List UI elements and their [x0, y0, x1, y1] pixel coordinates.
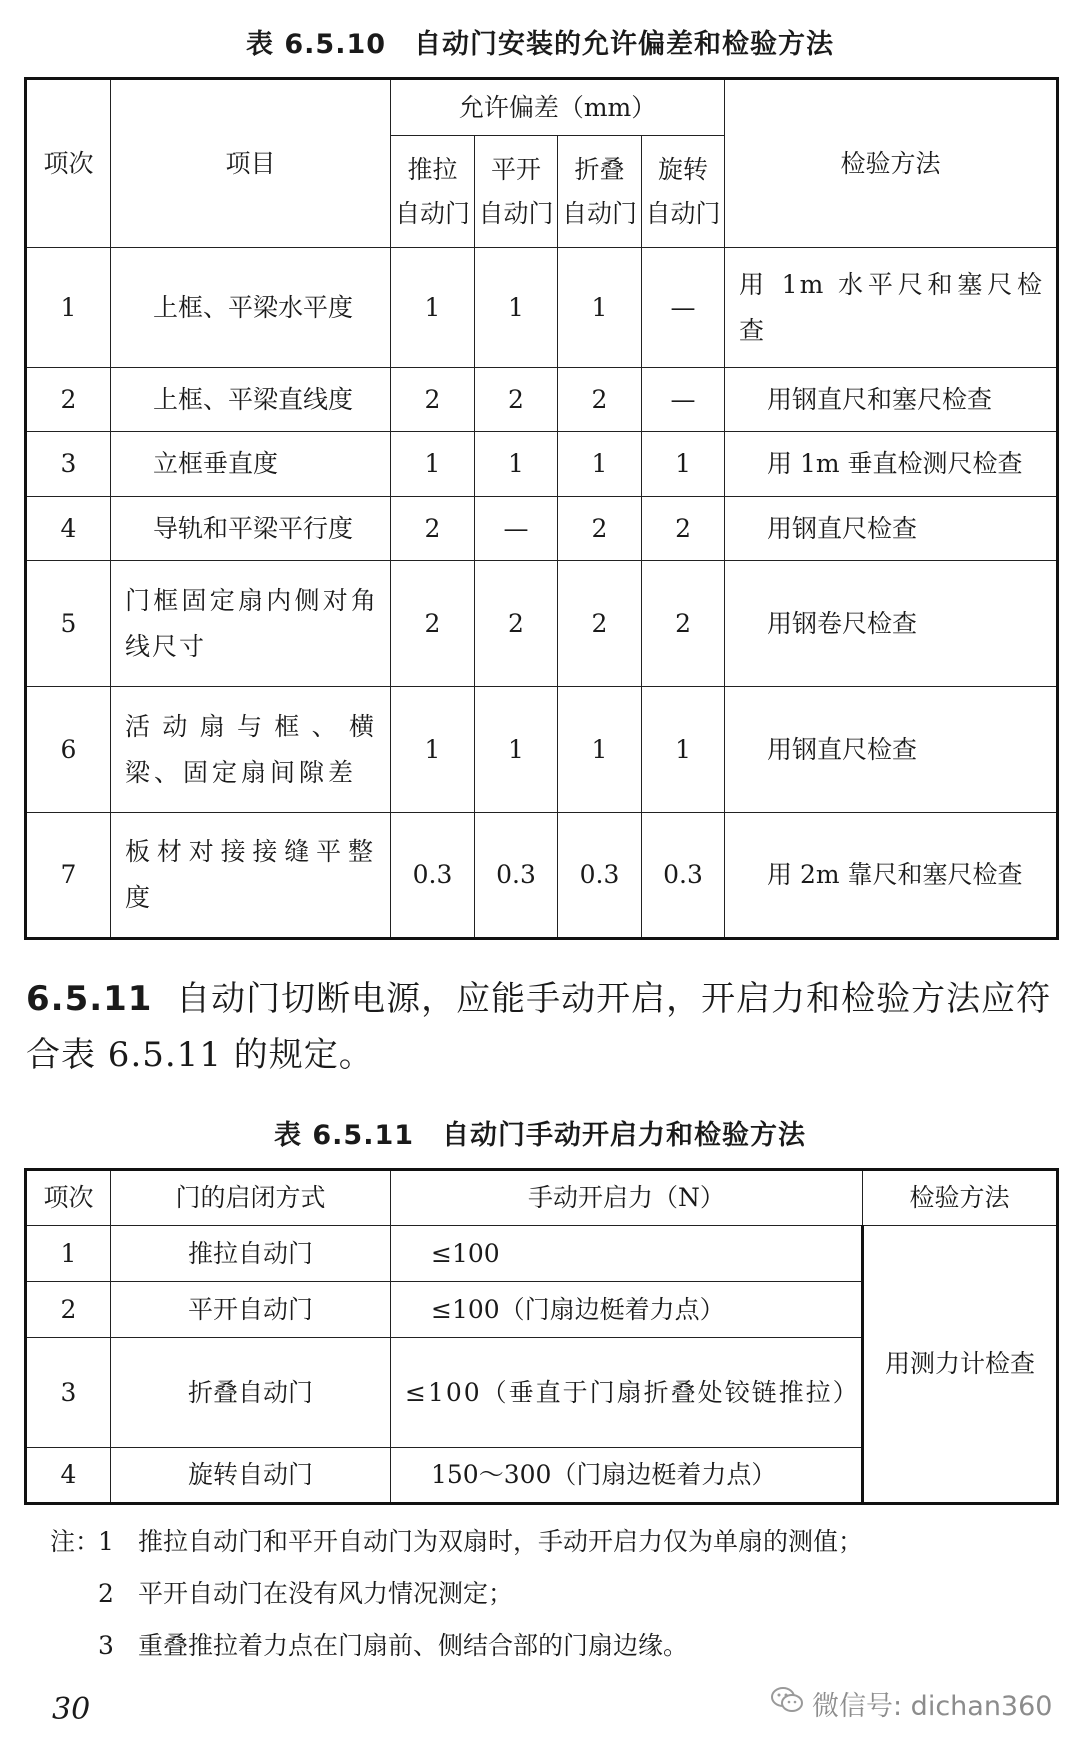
- row-value: 2: [475, 561, 558, 687]
- row-force: ≤100（垂直于门扇折叠处铰链推拉）: [391, 1338, 863, 1448]
- row-method: 用 2m 靠尺和塞尺检查: [725, 813, 1058, 939]
- row-item: 立框垂直度: [111, 432, 391, 497]
- row-seq: 2: [26, 1282, 111, 1338]
- row-value: 2: [391, 368, 475, 432]
- row-item: 门框固定扇内侧对角线尺寸: [111, 561, 391, 687]
- table2-title: 表 6.5.11 自动门手动开启力和检验方法: [273, 1120, 807, 1151]
- row-force: ≤100（门扇边梃着力点）: [391, 1282, 863, 1338]
- row-seq: 6: [26, 687, 111, 813]
- row-value: 1: [642, 432, 725, 497]
- row-method: 用 1m 垂直检测尺检查: [725, 432, 1058, 497]
- row-item: 上框、平梁直线度: [111, 368, 391, 432]
- row-value: 2: [558, 368, 642, 432]
- wechat-icon: [770, 1685, 804, 1722]
- note-number: 1: [98, 1527, 114, 1556]
- page-number: 30: [52, 1692, 91, 1727]
- note-number: 3: [98, 1631, 114, 1660]
- row-seq: 3: [26, 1338, 111, 1448]
- note-text: 重叠推拉着力点在门扇前、侧结合部的门扇边缘。: [138, 1631, 689, 1660]
- row-method: 用钢直尺检查: [725, 497, 1058, 561]
- row-value: 1: [558, 248, 642, 368]
- watermark-text: 微信号: dichan360: [812, 1691, 1053, 1722]
- table-row: [26, 432, 1058, 497]
- row-value: 1: [558, 687, 642, 813]
- row-mode: 旋转自动门: [111, 1448, 391, 1504]
- row-value: 1: [475, 687, 558, 813]
- row-mode: 平开自动门: [111, 1282, 391, 1338]
- row-value: —: [642, 248, 725, 368]
- watermark: [770, 1684, 1052, 1723]
- clause-text: 自动门切断电源，应能手动开启，开启力和检验方法应符合表 6.5.11 的规定。: [26, 979, 1052, 1075]
- row-force: 150～300（门扇边梃着力点）: [391, 1448, 863, 1504]
- row-value: 1: [475, 432, 558, 497]
- row-value: 2: [558, 561, 642, 687]
- notes-label: 注：: [50, 1527, 101, 1556]
- row-mode: 推拉自动门: [111, 1226, 391, 1282]
- row-seq: 4: [26, 1448, 111, 1504]
- row-method: 用 1m 水平尺和塞尺检查: [725, 248, 1058, 368]
- row-seq: 4: [26, 497, 111, 561]
- row-value: 2: [391, 497, 475, 561]
- tolerance-table: [24, 77, 1059, 940]
- row-value: —: [642, 368, 725, 432]
- table-row: [26, 368, 1058, 432]
- row-seq: 1: [26, 248, 111, 368]
- header-type-folding: 折叠 自动门: [558, 136, 642, 248]
- note-item: [50, 1620, 863, 1672]
- note-text: 推拉自动门和平开自动门为双扇时，手动开启力仅为单扇的测值；: [138, 1527, 864, 1556]
- table-row: [26, 1226, 1058, 1282]
- header-mode: 门的启闭方式: [111, 1170, 391, 1226]
- row-seq: 1: [26, 1226, 111, 1282]
- row-seq: 2: [26, 368, 111, 432]
- table-row: [26, 497, 1058, 561]
- row-mode: 折叠自动门: [111, 1338, 391, 1448]
- row-value: 2: [558, 497, 642, 561]
- row-value: 2: [391, 561, 475, 687]
- row-method: 用钢卷尺检查: [725, 561, 1058, 687]
- header-method: 检验方法: [725, 79, 1058, 248]
- header-tolerance: 允许偏差（mm）: [391, 79, 725, 136]
- row-item: 板材对接接缝平整度: [111, 813, 391, 939]
- note-item: [50, 1568, 863, 1620]
- row-item: 导轨和平梁平行度: [111, 497, 391, 561]
- row-value: 1: [391, 687, 475, 813]
- row-value: 1: [558, 432, 642, 497]
- row-item: 活动扇与框、横梁、固定扇间隙差: [111, 687, 391, 813]
- header-type-swing: 平开 自动门: [475, 136, 558, 248]
- row-seq: 7: [26, 813, 111, 939]
- note-item: [50, 1516, 863, 1568]
- row-value: 0.3: [558, 813, 642, 939]
- header-seq: 项次: [26, 1170, 111, 1226]
- row-seq: 5: [26, 561, 111, 687]
- row-value: 2: [642, 497, 725, 561]
- row-value: 1: [391, 432, 475, 497]
- clause-number: 6.5.11: [26, 979, 153, 1019]
- header-method: 检验方法: [863, 1170, 1058, 1226]
- note-number: 2: [98, 1579, 114, 1608]
- row-value: 2: [642, 561, 725, 687]
- opening-force-table: [24, 1168, 1059, 1505]
- table-row: [26, 248, 1058, 368]
- header-item: 项目: [111, 79, 391, 248]
- clause-paragraph: [26, 971, 1056, 1083]
- table-row: [26, 561, 1058, 687]
- row-method: 用钢直尺检查: [725, 687, 1058, 813]
- row-value: 0.3: [475, 813, 558, 939]
- row-value: 1: [642, 687, 725, 813]
- row-value: 0.3: [642, 813, 725, 939]
- header-type-sliding: 推拉 自动门: [391, 136, 475, 248]
- row-value: 1: [391, 248, 475, 368]
- table1-title: 表 6.5.10 自动门安装的允许偏差和检验方法: [245, 29, 835, 60]
- row-force: ≤100: [391, 1226, 863, 1282]
- row-item: 上框、平梁水平度: [111, 248, 391, 368]
- header-seq: 项次: [26, 79, 111, 248]
- row-value: 2: [475, 368, 558, 432]
- row-method: 用钢直尺和塞尺检查: [725, 368, 1058, 432]
- header-force: 手动开启力（N）: [391, 1170, 863, 1226]
- table-row: [26, 813, 1058, 939]
- header-type-revolving: 旋转 自动门: [642, 136, 725, 248]
- row-value: —: [475, 497, 558, 561]
- row-value: 0.3: [391, 813, 475, 939]
- row-seq: 3: [26, 432, 111, 497]
- notes: [50, 1516, 863, 1672]
- table-row: [26, 687, 1058, 813]
- row-value: 1: [475, 248, 558, 368]
- note-text: 平开自动门在没有风力情况测定；: [138, 1579, 514, 1608]
- method-cell: 用测力计检查: [863, 1226, 1058, 1504]
